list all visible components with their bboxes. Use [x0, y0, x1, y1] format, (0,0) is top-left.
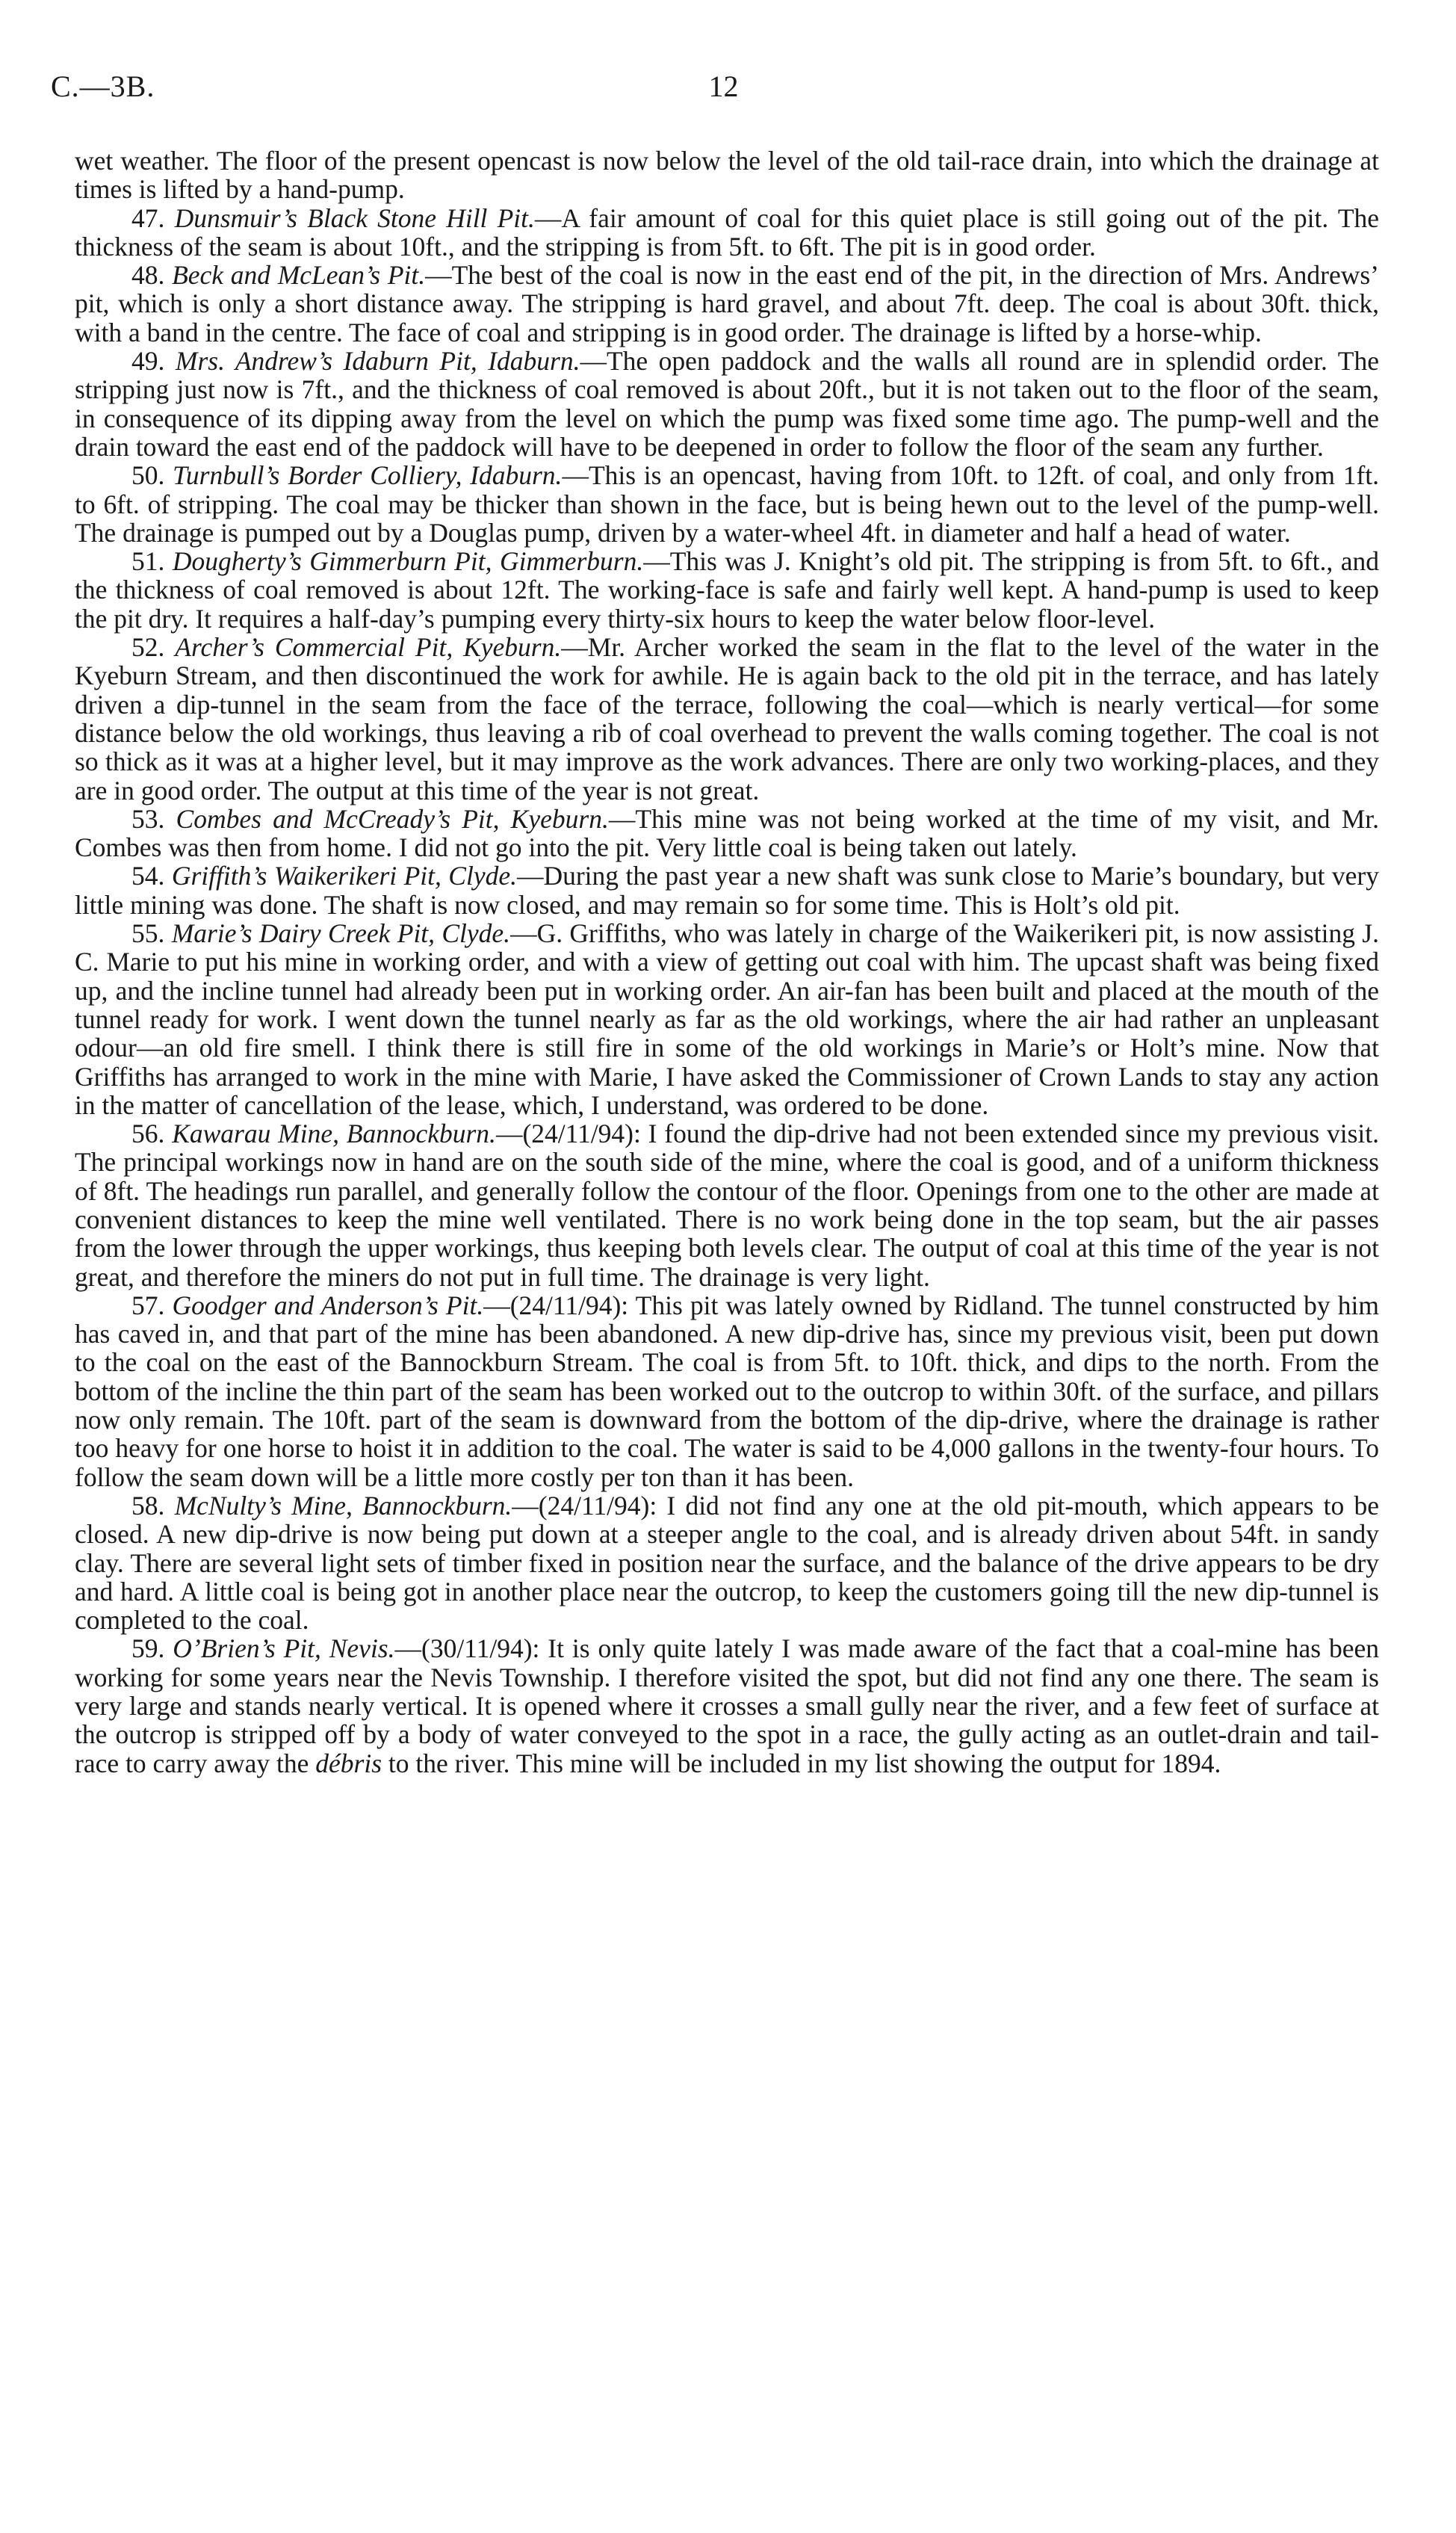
- paragraph-title: Turnbull’s Border Colliery, Idaburn.: [173, 460, 563, 491]
- paragraph-58: [75, 1491, 1379, 1634]
- paragraph-text: —(24/11/94): I found the dip-drive had not been extended since my previous visit. The principal workings now in hand are on the south side of the mine, where the coal is good, and of a uniform thickness of 8ft. The headings run parallel, and generally follow the contour of the floor. Openings from one to the other are made at convenient distances to keep the mine well ventilated. There is no work being done in the top seam, but the air passes from the lower through the upper workings, thus keeping both levels clear. The output of coal at this time of the year is not great, and therefore the miners do not put in full time. The drainage is very light.: [75, 1119, 1379, 1292]
- paragraph-number: 47.: [131, 202, 165, 233]
- paragraph-number: 54.: [131, 861, 165, 891]
- paragraph-text: —The open paddock and the walls all round are in splendid order. The stripping just now is 7ft., and the thickness of coal removed is about 20ft., but it is not taken out to the floor of the seam, in consequence of its dipping away from the level on which the pump was fixed some time ago. The pump-well and the drain toward the east end of the paddock will have to be deepened in order to follow the floor of the seam any further.: [75, 346, 1379, 462]
- paragraph-number: 49.: [131, 346, 165, 377]
- paragraph-title: Combes and McCready’s Pit, Kyeburn.: [176, 803, 609, 834]
- paragraph-59: [75, 1634, 1379, 1777]
- paragraph-text: —This mine was not being worked at the time of my visit, and Mr. Combes was then from home. I did not go into the pit. Very little coal is being taken out lately.: [75, 803, 1380, 863]
- paragraph-47: [75, 204, 1379, 262]
- document-reference: C.—3B.: [51, 69, 155, 103]
- paragraph-continuation: [75, 146, 1379, 204]
- paragraph-text: —This is an opencast, having from 10ft. to 12ft. of coal, and only from 1ft. to 6ft. of stripping. The coal may be thicker than shown in the face, but is being hewn out to the level of the pump-well. The drainage is pumped out by a Douglas pump, driven by a water-wheel 4ft. in diameter and half a head of water.: [75, 460, 1380, 548]
- paragraph-54: [75, 862, 1379, 919]
- paragraph-title: Dougherty’s Gimmerburn Pit, Gimmerburn.: [172, 546, 644, 577]
- paragraph-title: Kawarau Mine, Bannockburn.: [172, 1119, 496, 1149]
- paragraph-57: [75, 1291, 1379, 1491]
- paragraph-title: Marie’s Dairy Creek Pit, Clyde.: [171, 918, 511, 949]
- paragraph-text: —(24/11/94): This pit was lately owned by Ridland. The tunnel constructed by him has caved in, and that part of the mine has been abandoned. A new dip-drive has, since my previous visit, been put down to the coal on the east of the Bannockburn Stream. The coal is from 5ft. to 10ft. thick, and dips to the north. From the bottom of the incline the thin part of the seam has been worked out to the outcrop to within 30ft. of the surface, and pillars now only remain. The 10ft. part of the seam is downward from the bottom of the dip-drive, where the drainage is rather too heavy for one horse to hoist it in addition to the coal. The water is said to be 4,000 gallons in the twenty-four hours. To follow the seam down will be a little more costly per ton than it has been.: [75, 1290, 1379, 1492]
- paragraph-number: 51.: [131, 546, 165, 577]
- paragraph-51: [75, 547, 1379, 633]
- paragraph-text: —(30/11/94): It is only quite lately I was made aware of the fact that a coal-mine has been working for some years near the Nevis Township. I therefore visited the spot, but did not find any one there. The seam is very large and stands nearly vertical. It is opened where it crosses a small gully near the river, and a few feet of surface at the outcrop is stripped off by a body of water conveyed to the spot in a race, the gully acting as an outlet-drain and tail-race to carry away the: [75, 1633, 1380, 1778]
- paragraph-number: 52.: [131, 632, 165, 663]
- paragraph-53: [75, 805, 1379, 862]
- paragraph-50: [75, 461, 1379, 547]
- paragraph-number: 56.: [131, 1119, 165, 1149]
- paragraph-text: —This was J. Knight’s old pit. The stripping is from 5ft. to 6ft., and the thickness of coal removed is about 12ft. The working-face is safe and fairly well kept. A hand-pump is used to keep the pit dry. It requires a half-day’s pumping every thirty-six hours to keep the water below floor-level.: [75, 546, 1380, 634]
- paragraph-number: 53.: [131, 803, 165, 834]
- paragraph-title: Griffith’s Waikerikeri Pit, Clyde.: [171, 861, 517, 891]
- paragraph-56: [75, 1119, 1379, 1291]
- paragraph-49: [75, 347, 1379, 461]
- paragraph-title: Mrs. Andrew’s Idaburn Pit, Idaburn.: [175, 346, 580, 377]
- paragraph-number: 57.: [131, 1290, 165, 1320]
- paragraph-title: Beck and McLean’s Pit.: [172, 260, 426, 291]
- page-number: 12: [708, 69, 739, 103]
- paragraph-number: 58.: [131, 1490, 165, 1521]
- paragraph-text: —Mr. Archer worked the seam in the flat to the level of the water in the Kyeburn Stream, and then discontinued the work for awhile. He is again back to the old pit in the terrace, and has lately driven a dip-tunnel in the seam from the face of the terrace, following the coal—which is nearly vertical—for some distance below the old workings, thus leaving a rib of coal overhead to prevent the walls coming together. The coal is not so thick as it was at a higher level, but it may improve as the work advances. There are only two working-places, and they are in good order. The output at this time of the year is not great.: [75, 632, 1380, 805]
- page-header: [51, 69, 1396, 114]
- paragraph-text: —The best of the coal is now in the east end of the pit, in the direction of Mrs. Andrews’ pit, which is only a short distance away. The stripping is hard gravel, and about 7ft. deep. The coal is about 30ft. thick, with a band in the centre. The face of coal and stripping is in good order. The drainage is lifted by a horse-whip.: [75, 260, 1379, 347]
- paragraph-52: [75, 633, 1379, 805]
- paragraph-48: [75, 261, 1379, 347]
- paragraph-text: —During the past year a new shaft was sunk close to Marie’s boundary, but very little mining was done. The shaft is now closed, and may remain so for some time. This is Holt’s old pit.: [75, 861, 1379, 920]
- paragraph-title: O’Brien’s Pit, Nevis.: [173, 1633, 395, 1664]
- paragraph-text: —(24/11/94): I did not find any one at the old pit-mouth, which appears to be closed. A new dip-drive is now being put down at a steeper angle to the coal, and is already driven about 54ft. in sandy clay. There are several light sets of timber fixed in position near the surface, and the balance of the drive appears to be dry and hard. A little coal is being got in another place near the outcrop, to keep the customers going till the new dip-tunnel is completed to the coal.: [75, 1490, 1379, 1636]
- report-body: [75, 146, 1379, 1778]
- paragraph-number: 59.: [131, 1633, 165, 1664]
- paragraph-text: —A fair amount of coal for this quiet place is still going out of the pit. The thickness of the seam is about 10ft., and the stripping is from 5ft. to 6ft. The pit is in good order.: [75, 202, 1380, 262]
- paragraph-text-tail: to the river. This mine will be included in my list showing the output for 1894.: [382, 1748, 1221, 1778]
- paragraph-title: Goodger and Anderson’s Pit.: [172, 1290, 484, 1320]
- paragraph-number: 55.: [131, 918, 165, 949]
- paragraph-text: —G. Griffiths, who was lately in charge of the Waikerikeri pit, is now assisting J. C. Marie to put his mine in working order, and with a view of getting out coal with him. The upcast shaft was being fixed up, and the incline tunnel had already been put in working order. An air-fan has been built and placed at the mouth of the tunnel ready for work. I went down the tunnel nearly as far as the old workings, where the air had rather an unpleasant odour—an old fire smell. I think there is still fire in some of the old workings in Marie’s or Holt’s mine. Now that Griffiths has arranged to work in the mine with Marie, I have asked the Commissioner of Crown Lands to stay any action in the matter of cancellation of the lease, which, I understand, was ordered to be done.: [75, 918, 1379, 1120]
- paragraph-number: 48.: [131, 260, 165, 291]
- paragraph-text: wet weather. The floor of the present opencast is now below the level of the old tail-race drain, into which the drainage at times is lifted by a hand-pump.: [75, 146, 1379, 205]
- paragraph-55: [75, 919, 1379, 1119]
- paragraph-number: 50.: [131, 460, 165, 491]
- italic-term: débris: [315, 1748, 382, 1778]
- paragraph-title: McNulty’s Mine, Bannockburn.: [174, 1490, 512, 1521]
- paragraph-title: Archer’s Commercial Pit, Kyeburn.: [175, 632, 562, 663]
- paragraph-title: Dunsmuir’s Black Stone Hill Pit.: [174, 202, 535, 233]
